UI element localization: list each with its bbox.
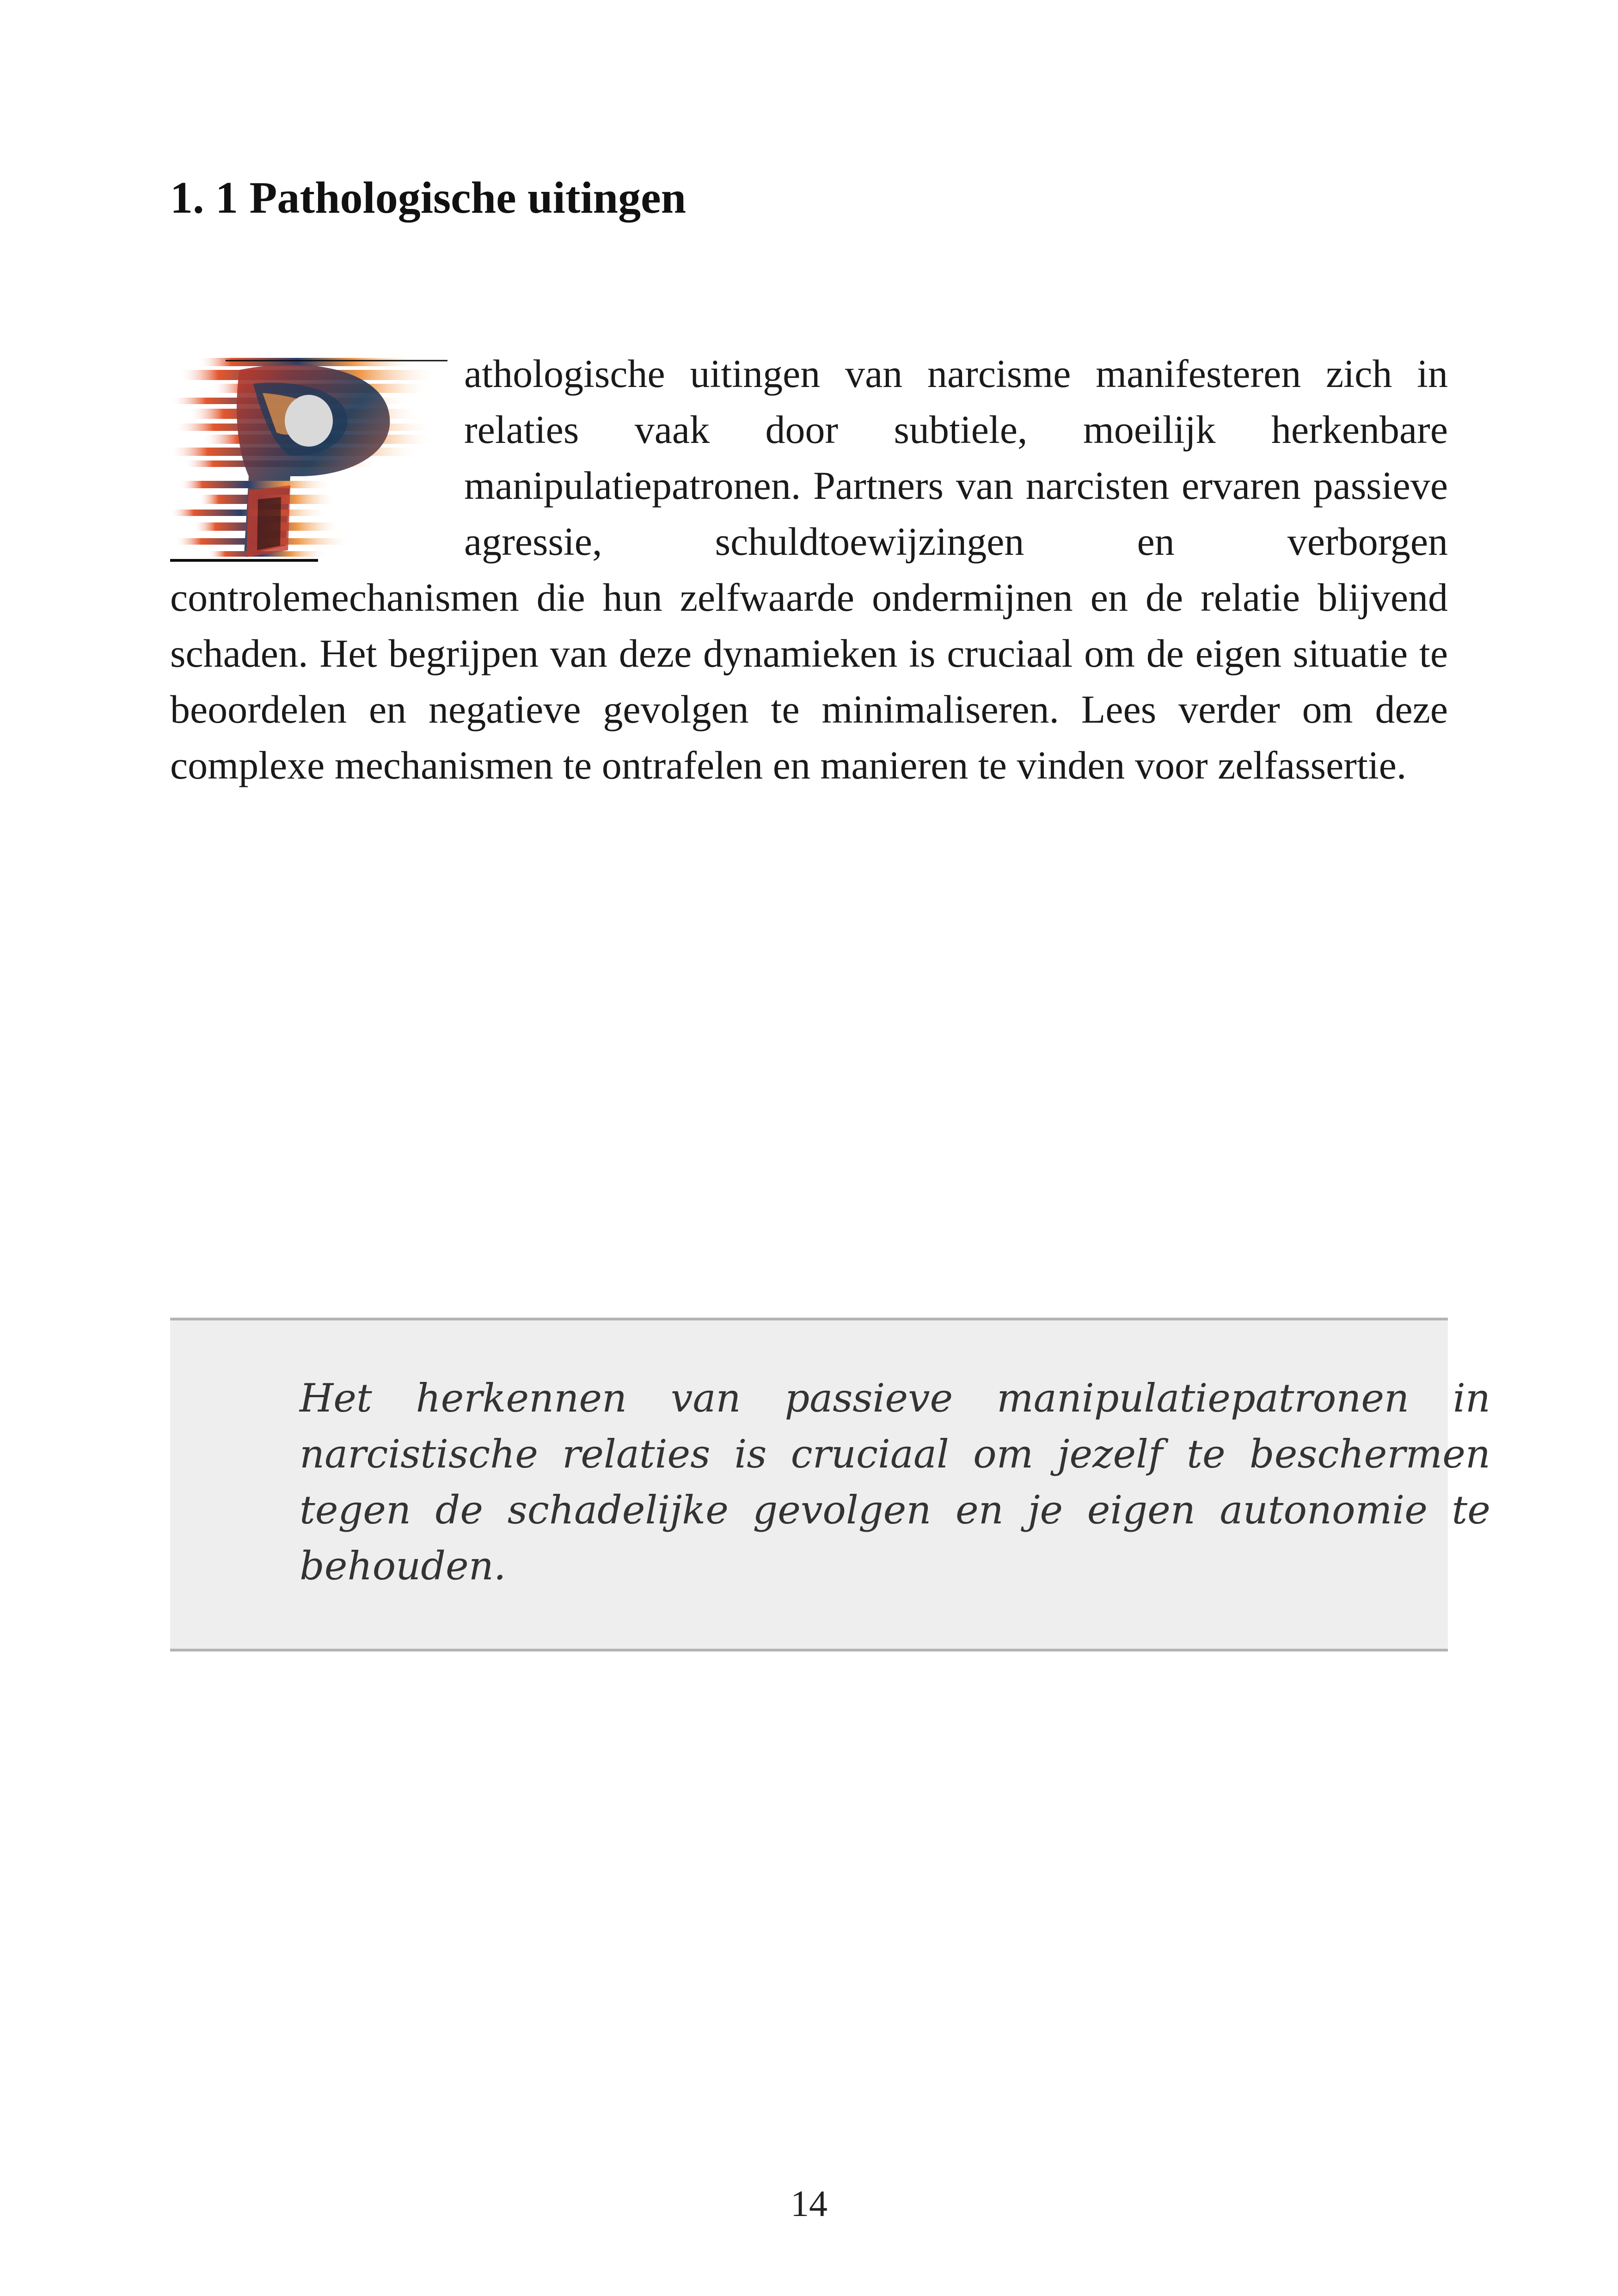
pull-quote-box bbox=[170, 1318, 1490, 1651]
section-heading: 1. 1 Pathologische uitingen bbox=[170, 173, 686, 223]
body-paragraph bbox=[170, 346, 1448, 793]
page-number: 14 bbox=[791, 2184, 827, 2224]
pull-quote-text: Het herkennen van passieve manipulatiepatronen in narcistische relaties is cruciaal om jezelf te beschermen tegen de schadelijke gevolgen en je eigen autonomie te behouden. bbox=[300, 1375, 1490, 1589]
letter-p-abstract-painting-icon bbox=[170, 351, 447, 567]
body-paragraph-text: athologische uitingen van narcisme manifesteren zich in relaties vaak door subtiele, moeilijk herkenbare manipulatiepatronen. Partners van narcisten ervaren passieve agressie, schuldtoewijzingen en verborgen controlemechanismen die hun zelfwaarde ondermijnen en de relatie blijvend schaden. Het begrijpen van deze dynamieken is cruciaal om de eigen situatie te beoordelen en negatieve gevolgen te minimaliseren. Lees verder om deze complexe mechanismen te ontrafelen en manieren te vinden voor zelfassertie. bbox=[170, 351, 1448, 787]
